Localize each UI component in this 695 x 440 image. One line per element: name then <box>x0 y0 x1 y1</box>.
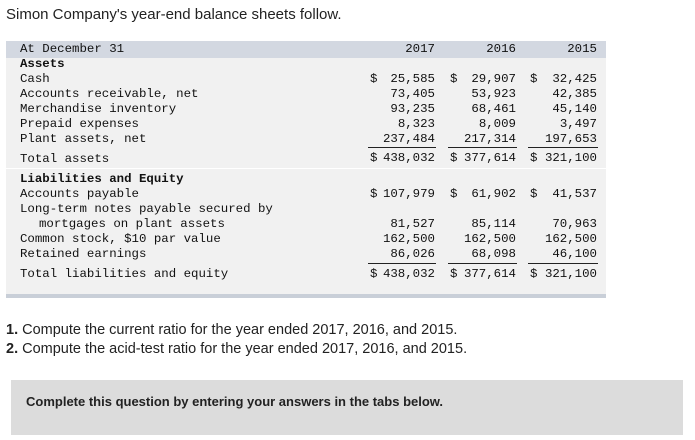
row-label-plant: Plant assets, net <box>20 132 147 146</box>
value-cell: 61,902 <box>471 187 516 201</box>
value-cell: 86,026 <box>390 247 435 261</box>
value-cell: 438,032 <box>382 151 435 165</box>
currency-sign: $ <box>370 267 378 281</box>
row-label-common-stock: Common stock, $10 par value <box>20 232 221 246</box>
value-cell: 8,323 <box>397 117 435 131</box>
value-cell: 46,100 <box>552 247 597 261</box>
row-label-prepaid: Prepaid expenses <box>20 117 139 131</box>
value-cell: 81,527 <box>390 217 435 231</box>
currency-sign: $ <box>370 187 378 201</box>
value-cell: 321,100 <box>544 151 597 165</box>
assets-heading: Assets <box>20 57 65 71</box>
liabilities-heading: Liabilities and Equity <box>20 172 184 186</box>
value-cell: 93,235 <box>390 102 435 116</box>
value-cell: 162,500 <box>382 232 435 246</box>
question-text: Compute the acid-test ratio for the year ended 2017, 2016, and 2015. <box>18 341 468 357</box>
underline <box>528 147 598 148</box>
value-cell: 85,114 <box>471 217 516 231</box>
underline <box>448 263 517 264</box>
value-cell: 68,098 <box>471 247 516 261</box>
value-cell: 107,979 <box>382 187 435 201</box>
underline <box>448 147 517 148</box>
row-label-total-assets: Total assets <box>20 152 110 166</box>
value-cell: 377,614 <box>463 267 516 281</box>
currency-sign: $ <box>370 151 378 165</box>
year-2015: 2015 <box>567 42 597 56</box>
value-cell: 42,385 <box>552 87 597 101</box>
question-text: Compute the current ratio for the year ended 2017, 2016, and 2015. <box>18 322 458 338</box>
value-cell: 73,405 <box>390 87 435 101</box>
underline <box>528 263 598 264</box>
section-divider <box>6 168 606 169</box>
intro-text: Simon Company's year-end balance sheets follow. <box>6 6 342 23</box>
currency-sign: $ <box>530 267 538 281</box>
value-cell: 8,009 <box>478 117 516 131</box>
question-number: 1. <box>6 322 19 338</box>
row-label-receivables: Accounts receivable, net <box>20 87 199 101</box>
row-label-total-liabilities-equity: Total liabilities and equity <box>20 267 229 281</box>
value-cell: 321,100 <box>544 267 597 281</box>
value-cell: 3,497 <box>559 117 597 131</box>
currency-sign: $ <box>370 72 378 86</box>
value-cell: 25,585 <box>390 72 435 86</box>
currency-sign: $ <box>530 187 538 201</box>
value-cell: 32,425 <box>552 72 597 86</box>
row-label-cash: Cash <box>20 72 50 86</box>
question-number: 2. <box>6 341 19 357</box>
value-cell: 237,484 <box>382 132 435 146</box>
row-label-payable: Accounts payable <box>20 187 139 201</box>
currency-sign: $ <box>450 187 458 201</box>
balance-sheet <box>6 41 606 298</box>
value-cell: 162,500 <box>544 232 597 246</box>
value-cell: 70,963 <box>552 217 597 231</box>
row-label-notes-continued: mortgages on plant assets <box>39 217 225 231</box>
value-cell: 45,140 <box>552 102 597 116</box>
question-2 <box>6 341 467 357</box>
value-cell: 41,537 <box>552 187 597 201</box>
currency-sign: $ <box>450 72 458 86</box>
row-label-retained: Retained earnings <box>20 247 147 261</box>
value-cell: 29,907 <box>471 72 516 86</box>
underline <box>368 147 436 148</box>
header-label: At December 31 <box>20 42 125 56</box>
value-cell: 53,923 <box>471 87 516 101</box>
instruction-text: Complete this question by entering your answers in the tabs below. <box>26 394 444 409</box>
value-cell: 162,500 <box>463 232 516 246</box>
value-cell: 197,653 <box>544 132 597 146</box>
row-label-notes: Long-term notes payable secured by <box>20 202 273 216</box>
value-cell: 68,461 <box>471 102 516 116</box>
value-cell: 438,032 <box>382 267 435 281</box>
currency-sign: $ <box>530 72 538 86</box>
value-cell: 217,314 <box>463 132 516 146</box>
currency-sign: $ <box>450 151 458 165</box>
currency-sign: $ <box>530 151 538 165</box>
row-label-inventory: Merchandise inventory <box>20 102 177 116</box>
underline <box>368 263 436 264</box>
question-1 <box>6 322 457 338</box>
value-cell: 377,614 <box>463 151 516 165</box>
instruction-box <box>11 380 683 435</box>
currency-sign: $ <box>450 267 458 281</box>
year-2016: 2016 <box>486 42 516 56</box>
year-2017: 2017 <box>405 42 435 56</box>
